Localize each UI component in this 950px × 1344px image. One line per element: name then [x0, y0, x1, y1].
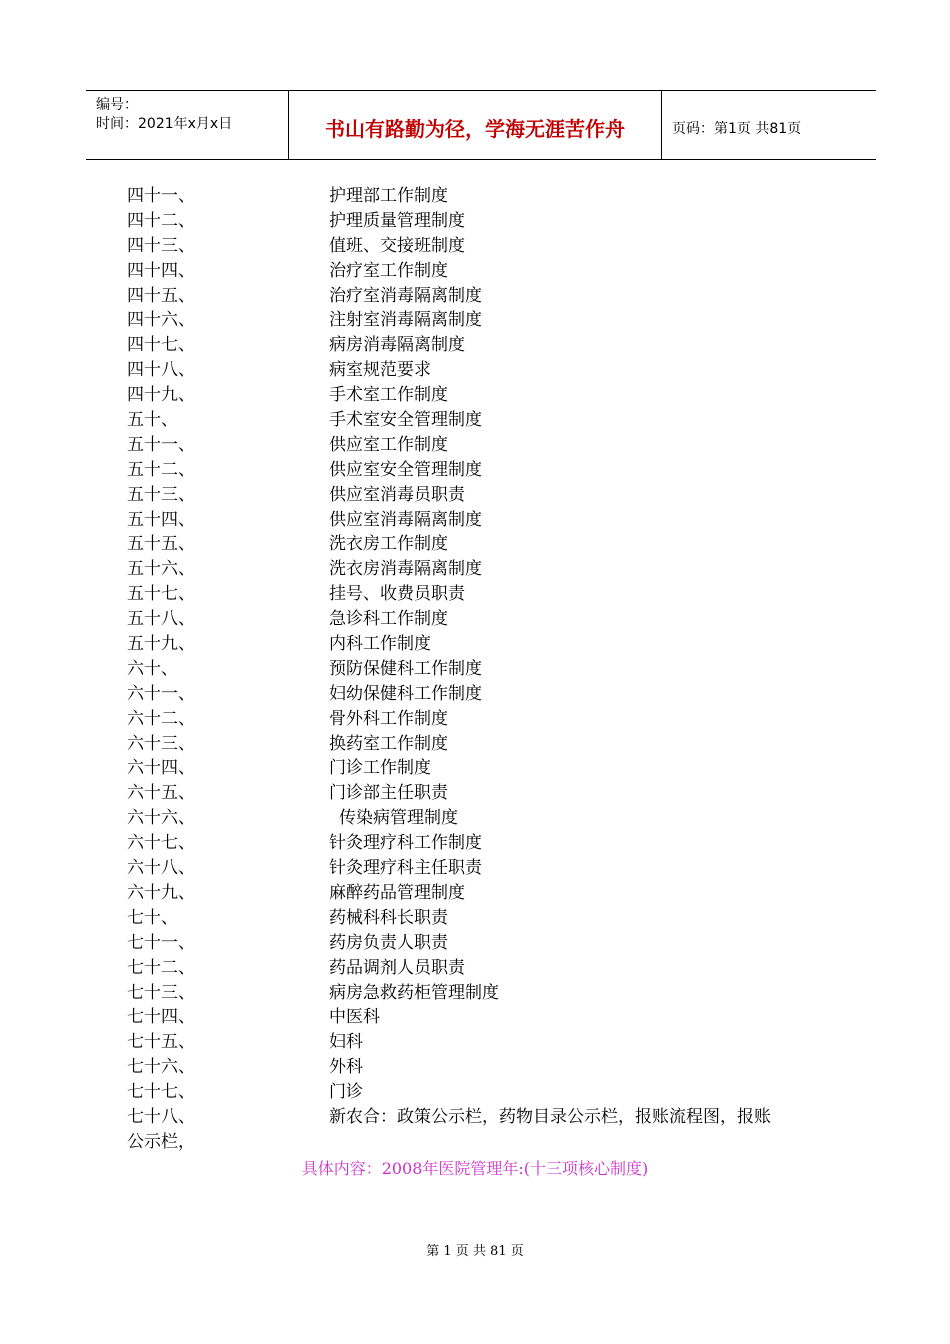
list-item: [127, 906, 847, 931]
item-title: 换药室工作制度: [329, 733, 448, 754]
item-title: 预防保健科工作制度: [329, 658, 482, 679]
item-number: 四十一、: [127, 186, 195, 206]
item-title: 供应室消毒员职责: [329, 484, 465, 505]
item-title: 药房负责人职责: [329, 932, 448, 953]
item-number: 五十一、: [127, 434, 195, 455]
item-title: 门诊: [329, 1082, 363, 1103]
item-number: 五十七、: [127, 584, 195, 605]
item-number: 七十六、: [127, 1057, 195, 1078]
item-title: 供应室安全管理制度: [329, 459, 482, 480]
list-item: [127, 1005, 847, 1030]
item-title: 妇科: [329, 1032, 363, 1053]
item-number: 七十二、: [127, 957, 195, 978]
item-title: 传染病管理制度: [339, 808, 458, 829]
list-item: [127, 259, 847, 284]
item-number: 六十九、: [127, 882, 195, 903]
list-item: [127, 881, 847, 906]
item-number: 六十七、: [127, 833, 195, 854]
list-item: [127, 732, 847, 757]
page-info: 页码：第1页 共81页: [672, 121, 802, 137]
number-label: 编号：: [96, 97, 138, 113]
item-title: 手术室安全管理制度: [329, 410, 482, 431]
item-number: 五十八、: [127, 609, 195, 630]
item-number: 六十、: [127, 658, 178, 679]
list-item: [127, 383, 847, 408]
item-title: 药械科科长职责: [329, 907, 448, 928]
list-item: [127, 756, 847, 781]
list-item: [127, 781, 847, 806]
item-number: 七十一、: [127, 932, 195, 953]
detail-heading: 具体内容：2008年医院管理年:(十三项核心制度): [301, 1159, 649, 1178]
item-number: 六十二、: [127, 708, 195, 729]
list-item: [127, 856, 847, 881]
item-title: 门诊工作制度: [329, 758, 431, 779]
item-number: 七十八、: [127, 1106, 195, 1127]
item-title: 治疗室消毒隔离制度: [329, 285, 482, 306]
item-title: 针灸理疗科工作制度: [329, 833, 482, 854]
item-title: 洗衣房消毒隔离制度: [329, 559, 482, 580]
item-number: 六十三、: [127, 733, 195, 754]
item-title: 新农合：政策公示栏，药物目录公示栏，报账流程图，报账: [329, 1106, 771, 1127]
list-item: [127, 284, 847, 309]
list-item: [127, 931, 847, 956]
item-number: 四十八、: [127, 360, 195, 381]
list-item: [127, 831, 847, 856]
item-title: 挂号、收费员职责: [329, 584, 465, 605]
motto: 书山有路勤为径，学海无涯苦作舟: [325, 117, 625, 141]
item-title: 针灸理疗科主任职责: [329, 858, 482, 879]
item-title: 急诊科工作制度: [329, 609, 448, 630]
item-number: 五十五、: [127, 534, 195, 555]
item-title: 病房消毒隔离制度: [329, 335, 465, 356]
item-title: 供应室消毒隔离制度: [329, 509, 482, 530]
item-title: 病房急救药柜管理制度: [329, 982, 499, 1003]
item-number: 六十一、: [127, 683, 195, 704]
item-title: 护理部工作制度: [329, 186, 448, 206]
list-item: [127, 1030, 847, 1055]
item-title: 门诊部主任职责: [329, 783, 448, 804]
item-number: 六十六、: [127, 808, 195, 829]
list-item: [127, 458, 847, 483]
item-number: 四十七、: [127, 335, 195, 356]
list-item: [127, 657, 847, 682]
item-title: 麻醉药品管理制度: [329, 882, 465, 903]
page-footer: 第 1 页 共 81 页: [426, 1244, 524, 1259]
item-number: 四十四、: [127, 260, 195, 281]
item-number: 六十八、: [127, 858, 195, 879]
item-title: 病室规范要求: [329, 360, 431, 381]
list-item: [127, 508, 847, 533]
list-item: [127, 532, 847, 557]
list-item: [127, 582, 847, 607]
item-title: 护理质量管理制度: [329, 210, 465, 231]
list-item: [127, 981, 847, 1006]
list-item: [127, 1080, 847, 1105]
list-item: [127, 806, 847, 831]
item-number: 六十四、: [127, 758, 195, 779]
item-title: 中医科: [329, 1007, 380, 1028]
list-item: [127, 1105, 847, 1130]
item-number: 七十七、: [127, 1082, 195, 1103]
item-title: 治疗室工作制度: [329, 260, 448, 281]
item-number: 六十五、: [127, 783, 195, 804]
item-title: 外科: [329, 1057, 363, 1078]
list-item: [127, 184, 847, 209]
item-title: 注射室消毒隔离制度: [329, 310, 482, 331]
list-item: [127, 433, 847, 458]
item-number: 五十、: [127, 410, 178, 431]
item-number: 五十二、: [127, 459, 195, 480]
list-item: [127, 1055, 847, 1080]
item-title: 骨外科工作制度: [329, 708, 448, 729]
list-item: [127, 408, 847, 433]
list-item: [127, 682, 847, 707]
item-number: 五十三、: [127, 484, 195, 505]
item-title: 供应室工作制度: [329, 434, 448, 455]
page-header: [86, 90, 876, 160]
list-item: [127, 483, 847, 508]
list-item: [127, 209, 847, 234]
item-number: 七十、: [127, 907, 178, 928]
list-item: [127, 956, 847, 981]
item-title: 洗衣房工作制度: [329, 534, 448, 555]
header-right-cell: [662, 91, 876, 159]
list-continuation: 公示栏，: [127, 1131, 195, 1152]
header-middle-cell: [289, 91, 662, 159]
item-title: 值班、交接班制度: [329, 235, 465, 256]
header-left-cell: [86, 91, 289, 159]
item-number: 四十九、: [127, 385, 195, 406]
time-line: 时间：2021年x月x日: [96, 116, 233, 132]
list-item: [127, 632, 847, 657]
item-title: 手术室工作制度: [329, 385, 448, 406]
list-item: [127, 707, 847, 732]
item-title: 药品调剂人员职责: [329, 957, 465, 978]
item-number: 七十三、: [127, 982, 195, 1003]
item-number: 四十三、: [127, 235, 195, 256]
item-number: 四十六、: [127, 310, 195, 331]
item-number: 七十五、: [127, 1032, 195, 1053]
item-number: 四十二、: [127, 210, 195, 231]
item-number: 五十四、: [127, 509, 195, 530]
item-title: 内科工作制度: [329, 634, 431, 655]
list-item: [127, 308, 847, 333]
list-item: [127, 557, 847, 582]
regulation-list: [127, 184, 847, 1155]
item-number: 五十九、: [127, 634, 195, 655]
item-number: 七十四、: [127, 1007, 195, 1028]
item-number: 五十六、: [127, 559, 195, 580]
item-number: 四十五、: [127, 285, 195, 306]
list-item: [127, 358, 847, 383]
list-item: [127, 607, 847, 632]
item-title: 妇幼保健科工作制度: [329, 683, 482, 704]
list-item: [127, 333, 847, 358]
list-item: [127, 234, 847, 259]
